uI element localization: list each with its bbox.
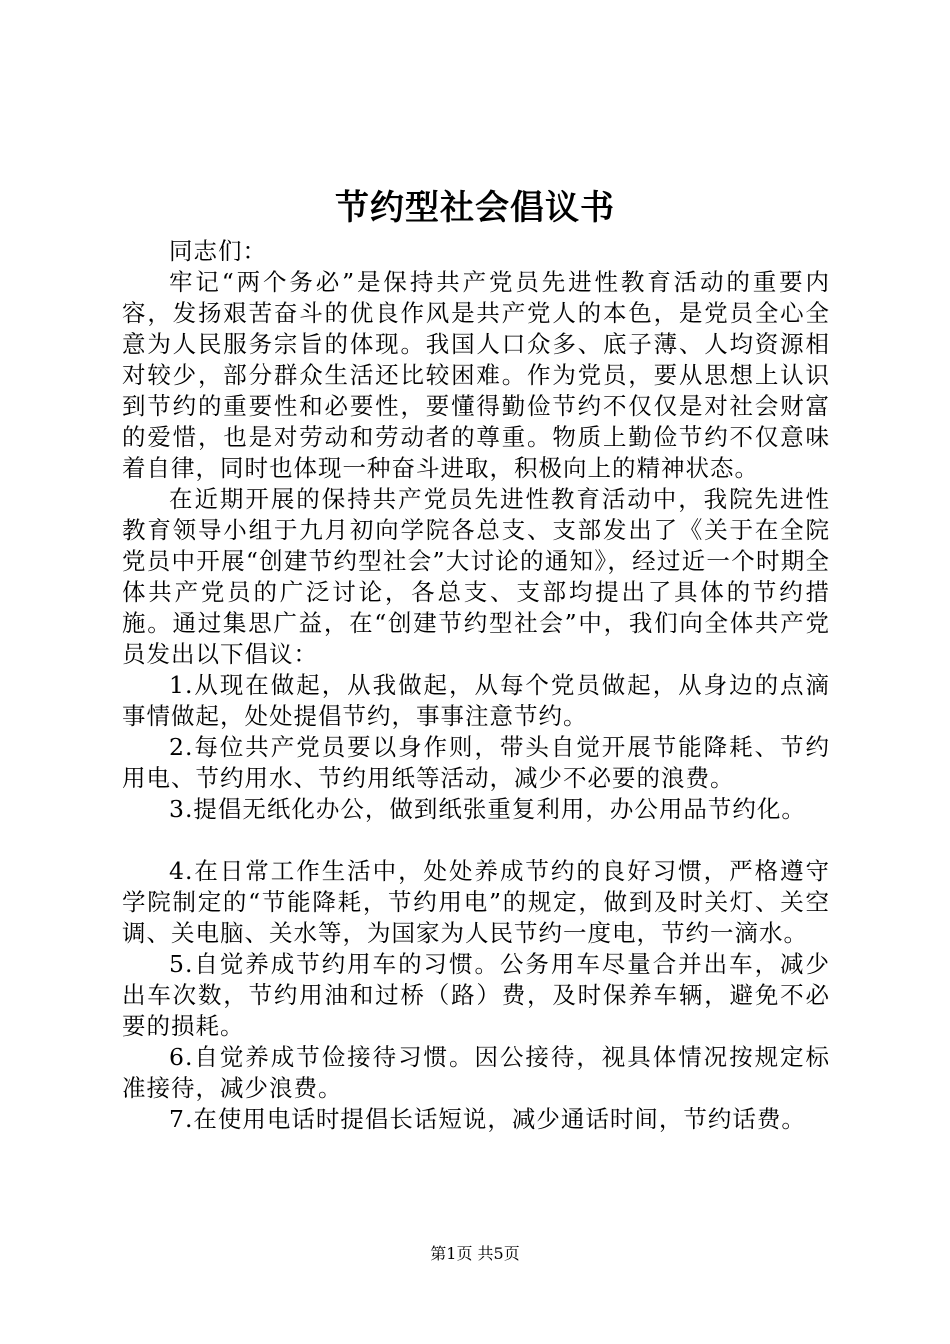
document-title: 节约型社会倡议书 [335, 188, 615, 228]
paragraph: 在近期开展的保持共产党员先进性教育活动中，我院先进性教育领导小组于九月初向学院各总支、支部发出了《关于在全院党员中开展“创建节约型社会”大讨论的通知》，经过近一个时期全体共产党员的广泛讨论，各总支、支部均提出了具体的节约措施。通过集思广益，在“创建节约型社会”中，我们向全体共产党员发出以下倡议： [122, 485, 830, 668]
proposal-item: 5.自觉养成节约用车的习惯。公务用车尽量合并出车，减少出车次数，节约用油和过桥（路）费，及时保养车辆，避免不必要的损耗。 [122, 950, 830, 1040]
proposal-item: 3.提倡无纸化办公，做到纸张重复利用，办公用品节约化。 [169, 795, 806, 823]
proposal-item: 6.自觉养成节俭接待习惯。因公接待，视具体情况按规定标准接待，减少浪费。 [122, 1043, 830, 1102]
proposal-item: 7.在使用电话时提倡长话短说，减少通话时间，节约话费。 [169, 1105, 806, 1133]
blank-line [122, 825, 830, 856]
proposal-item: 1.从现在做起，从我做起，从每个党员做起，从身边的点滴事情做起，处处提倡节约，事事注意节约。 [122, 671, 830, 730]
proposal-item: 2.每位共产党员要以身作则，带头自觉开展节能降耗、节约用电、节约用水、节约用纸等活动，减少不必要的浪费。 [122, 733, 830, 792]
paragraph: 牢记“两个务必”是保持共产党员先进性教育活动的重要内容，发扬艰苦奋斗的优良作风是共产党人的本色，是党员全心全意为人民服务宗旨的体现。我国人口众多、底子薄、人均资源相对较少，部分群众生活还比较困难。作为党员，要从思想上认识到节约的重要性和必要性，要懂得勤俭节约不仅仅是对社会财富的爱惜，也是对劳动和劳动者的尊重。物质上勤俭节约不仅意味着自律，同时也体现一种奋斗进取，积极向上的精神状态。 [122, 268, 830, 482]
page-number: 第1页 共5页 [430, 1244, 520, 1263]
document-body [122, 236, 830, 1135]
salutation: 同志们： [169, 237, 267, 265]
proposal-item: 4.在日常工作生活中，处处养成节约的良好习惯，严格遵守学院制定的“节能降耗，节约用电”的规定，做到及时关灯、关空调、关电脑、关水等，为国家为人民节约一度电，节约一滴水。 [122, 857, 830, 947]
